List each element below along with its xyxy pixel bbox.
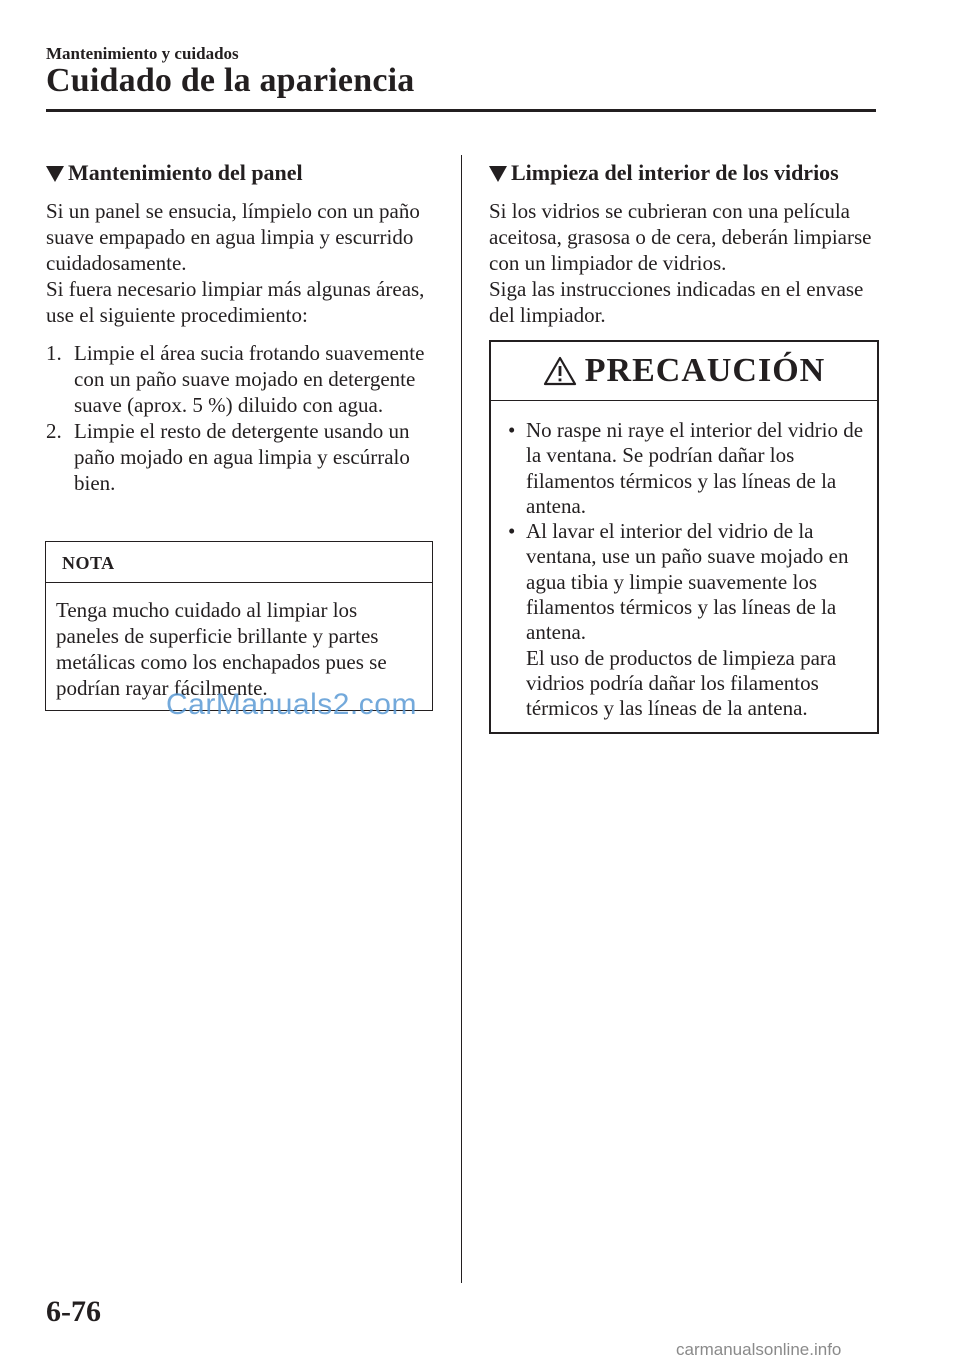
- left-column: [46, 160, 436, 496]
- paragraph: Si los vidrios se cubrieran con una película aceitosa, grasosa o de cera, deberán limpiarse con un limpiador de vidrios.: [489, 199, 872, 275]
- list-item: [46, 418, 436, 496]
- step-text: Limpie el resto de detergente usando un paño mojado en agua limpia y escúrralo bien.: [74, 419, 410, 495]
- caution-list: [503, 418, 869, 722]
- triangle-down-icon: [46, 166, 64, 182]
- page-title: Cuidado de la apariencia: [46, 62, 415, 99]
- bullet-icon: •: [508, 418, 516, 442]
- procedure-steps: [46, 340, 436, 496]
- column-divider: [461, 155, 462, 1283]
- section-heading-panel: [46, 160, 436, 186]
- step-number: 1.: [46, 341, 62, 365]
- bullet-icon: •: [508, 519, 516, 544]
- watermark: CarManuals2.com: [166, 688, 417, 721]
- paragraph: Si un panel se ensucia, límpielo con un paño suave empapado en agua limpia y escurrido cuidadosamente.: [46, 199, 420, 275]
- caution-extra-text: El uso de productos de limpieza para vidrios podría dañar los filamentos térmicos y las líneas de la antena.: [526, 645, 837, 721]
- step-text: Limpie el área sucia frotando suavemente con un paño suave mojado en detergente suave (aprox. 5 %) diluido con agua.: [74, 341, 425, 417]
- list-item: [46, 340, 436, 418]
- list-item: [503, 418, 869, 519]
- heading-text: Mantenimiento del panel: [68, 160, 303, 185]
- bullet-text: Al lavar el interior del vidrio de la ventana, use un paño suave mojado en agua tibia y limpie suavemente los filamentos térmicos y las líneas de la antena.: [526, 519, 849, 645]
- caution-box: [489, 340, 879, 734]
- caution-body: [491, 401, 877, 722]
- section-label: Mantenimiento y cuidados: [46, 44, 239, 63]
- paragraph: Si fuera necesario limpiar más algunas áreas, use el siguiente procedimiento:: [46, 277, 425, 327]
- triangle-down-icon: [489, 166, 507, 182]
- list-item: [503, 519, 869, 721]
- header-divider: [46, 109, 876, 112]
- page-number: 6-76: [46, 1295, 101, 1328]
- paragraph: Siga las instrucciones indicadas en el envase del limpiador.: [489, 277, 864, 327]
- note-title: NOTA: [46, 542, 432, 583]
- footer-url: carmanualsonline.info: [676, 1340, 842, 1359]
- heading-text: Limpieza del interior de los vidrios: [511, 160, 839, 185]
- note-text: Tenga mucho cuidado al limpiar los paneles de superficie brillante y partes metálicas como los enchapados pues se podrían rayar fácilmente.: [56, 598, 387, 700]
- step-number: 2.: [46, 419, 62, 443]
- right-column: [489, 160, 879, 328]
- section-heading-glass: [489, 160, 879, 186]
- caution-header: [491, 342, 877, 401]
- warning-triangle-icon: [543, 356, 577, 386]
- bullet-text: No raspe ni raye el interior del vidrio de la ventana. Se podrían dañar los filamentos térmicos y las líneas de la antena.: [526, 418, 864, 518]
- caution-title: PRECAUCIÓN: [584, 352, 826, 389]
- note-box: [45, 541, 433, 711]
